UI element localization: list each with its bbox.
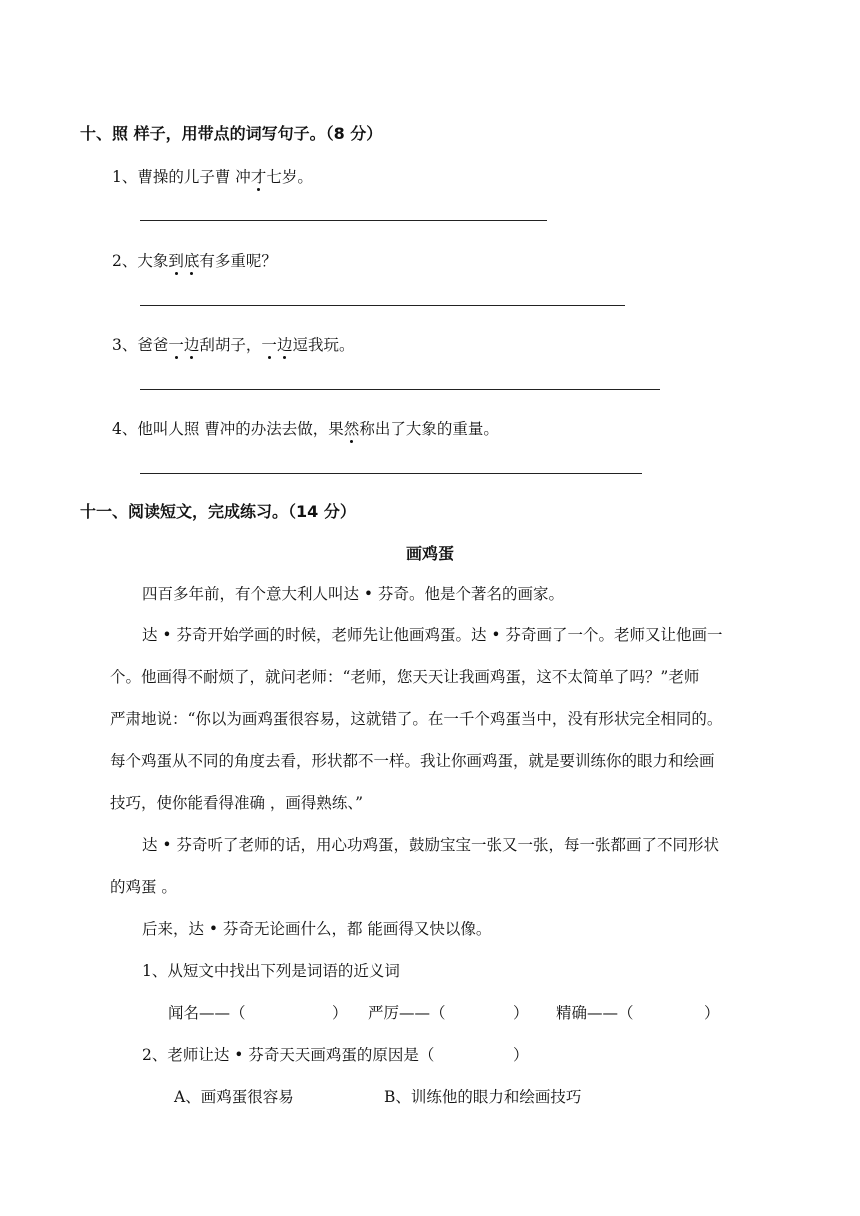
section-11-title: 十一、阅读短文，完成练习。（14 分） <box>80 502 356 521</box>
paragraph-2-line-1: 达 • 芬奇开始学画的时候，老师先让他画鸡蛋。达 • 芬奇画了一个。老师又让他画一 <box>142 626 723 644</box>
option-a[interactable]: A、画鸡蛋很容易 <box>174 1088 294 1106</box>
dotted-word: 才 <box>250 168 267 186</box>
question-2-text: 2、大象 <box>112 252 169 270</box>
question-1-text: 1、曹操的儿子曹 冲 <box>112 168 251 186</box>
question-3-text-end: 逗我玩。 <box>292 336 355 354</box>
question-3 <box>112 333 354 355</box>
question-4 <box>112 417 499 439</box>
question-2-text-end: 有多重呢？ <box>199 252 277 270</box>
question-1 <box>112 165 313 187</box>
option-b[interactable]: B、训练他的眼力和绘画技巧 <box>384 1088 582 1106</box>
question-1-text-end: 七岁。 <box>266 168 313 186</box>
answer-line-2[interactable] <box>140 305 625 306</box>
paragraph-3-line-1: 达 • 芬奇听了老师的话，用心功鸡蛋，鼓励宝宝一张又一张，每一张都画了不同形状 <box>142 836 719 854</box>
exercise-2-title: 2、老师让达 • 芬奇天天画鸡蛋的原因是（ <box>142 1046 435 1064</box>
dotted-word: 边 <box>183 336 200 354</box>
section-10-title: 十、照 样子，用带点的词写句子。（8 分） <box>80 124 383 143</box>
dotted-word: 一 <box>261 336 277 354</box>
synonym-item-1: 闻名——（ <box>168 1004 246 1022</box>
dotted-word: 到 <box>168 252 184 270</box>
synonym-item-3-close: ） <box>704 1004 720 1022</box>
story-title: 画鸡蛋 <box>405 544 454 563</box>
paragraph-1: 四百多年前，有个意大利人叫达 • 芬奇。他是个著名的画家。 <box>142 585 564 603</box>
answer-line-1[interactable] <box>140 220 547 221</box>
exercise-1-title: 1、从短文中找出下列是词语的近义词 <box>142 962 400 980</box>
question-4-text-end: 称出了大象的重量。 <box>359 420 499 438</box>
exercise-2-close: ） <box>513 1046 529 1064</box>
synonym-item-1-close: ） <box>332 1004 348 1022</box>
dotted-word: 底 <box>183 252 200 270</box>
paragraph-4: 后来，达 • 芬奇无论画什么，都 能画得又快以像。 <box>142 920 492 938</box>
dotted-word: 然 <box>343 420 360 438</box>
dotted-word: 边 <box>276 336 293 354</box>
question-3-text: 3、爸爸 <box>112 336 169 354</box>
paragraph-2-line-2: 个。他画得不耐烦了，就问老师：“老师，您天天让我画鸡蛋，这不太简单了吗？”老师 <box>110 668 700 686</box>
synonym-item-2: 严厉——（ <box>368 1004 446 1022</box>
question-2 <box>112 249 277 271</box>
dotted-word: 一 <box>168 336 184 354</box>
question-3-text-mid: 刮胡子， <box>199 336 262 354</box>
synonym-item-2-close: ） <box>513 1004 529 1022</box>
synonym-item-3: 精确——（ <box>556 1004 634 1022</box>
paragraph-2-line-5: 技巧，使你能看得准确 ，画得熟练、” <box>110 794 364 812</box>
answer-line-3[interactable] <box>140 389 660 390</box>
paragraph-2-line-4: 每个鸡蛋从不同的角度去看，形状都不一样。我让你画鸡蛋，就是要训练你的眼力和绘画 <box>110 752 715 770</box>
answer-line-4[interactable] <box>140 473 642 474</box>
question-4-text: 4、他叫人照 曹冲的办法去做，果 <box>112 420 344 438</box>
paragraph-2-line-3: 严肃地说：“你以为画鸡蛋很容易，这就错了。在一千个鸡蛋当中，没有形状完全相同的。 <box>110 710 723 728</box>
paragraph-3-line-2: 的鸡蛋 。 <box>110 878 177 896</box>
